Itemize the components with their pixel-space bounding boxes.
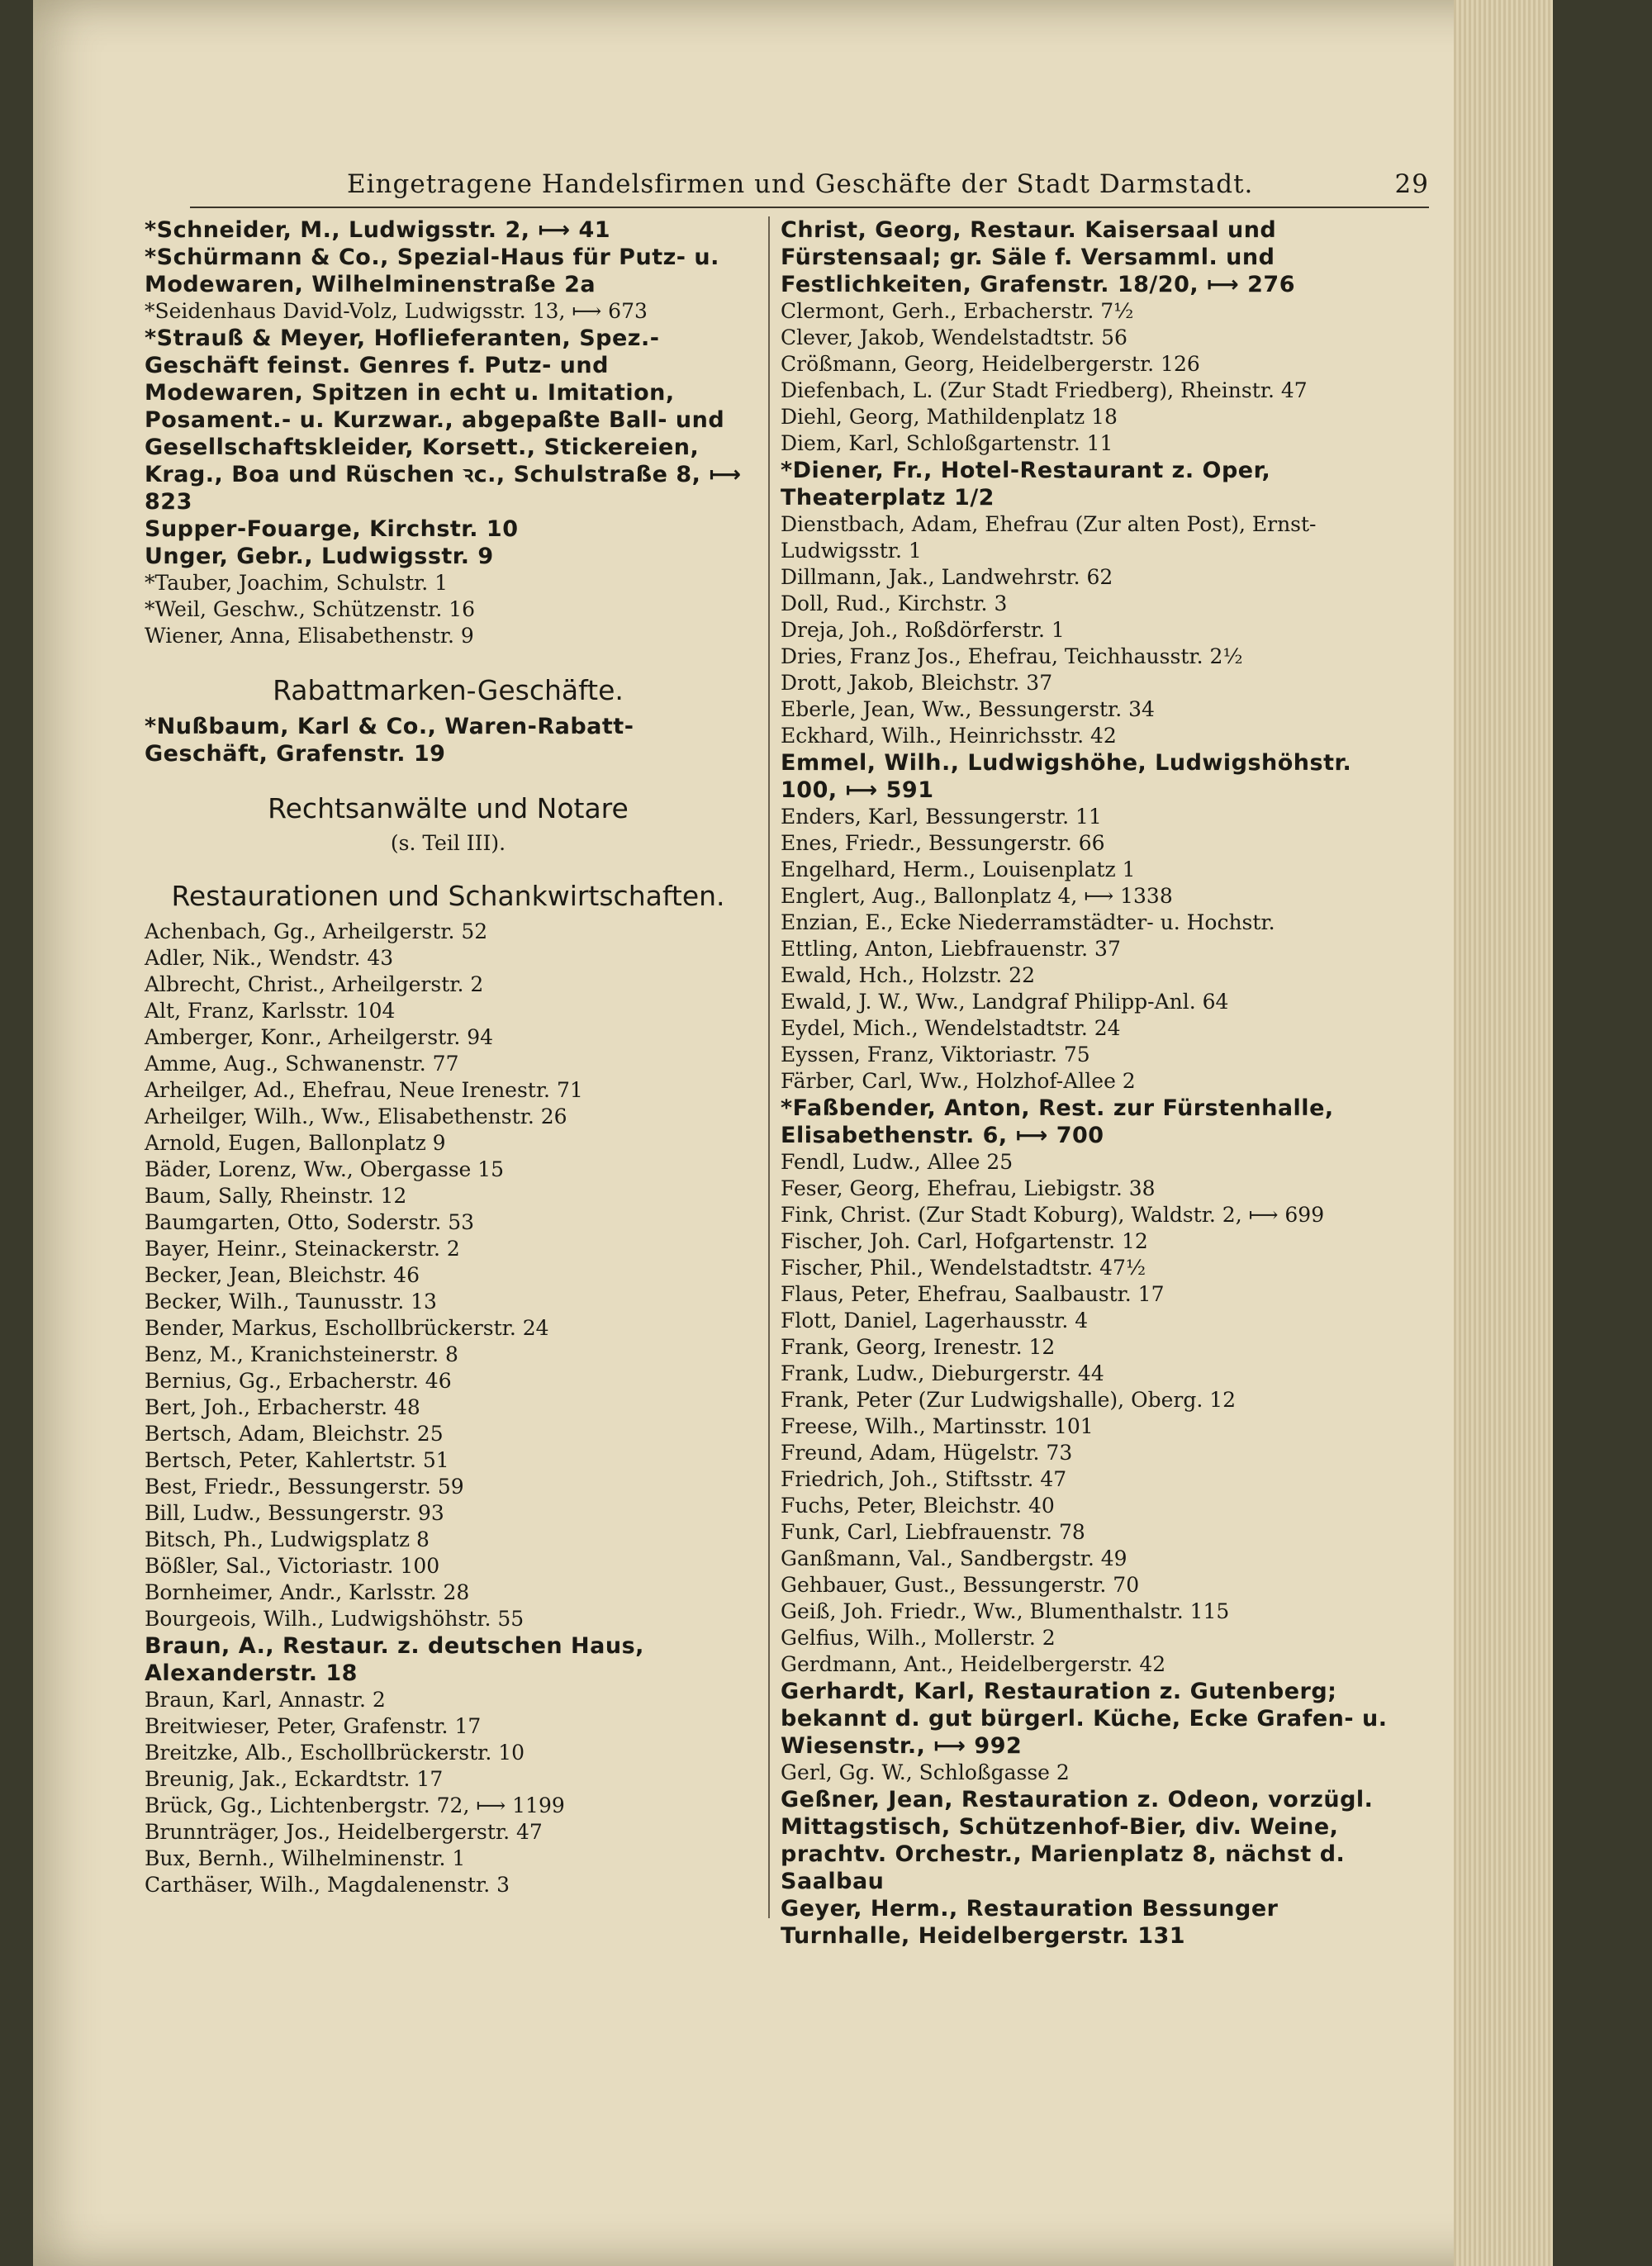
- directory-entry: Bertsch, Peter, Kahlertstr. 51: [145, 1448, 449, 1472]
- page-header: [347, 169, 1429, 202]
- directory-entry: Funk, Carl, Liebfrauenstr. 78: [781, 1520, 1085, 1544]
- directory-entry: Brunnträger, Jos., Heidelbergerstr. 47: [145, 1820, 543, 1844]
- directory-entry: *Schürmann & Co., Spezial-Haus für Putz- u. Modewaren, Wilhelminenstraße 2a: [145, 245, 719, 297]
- left-group-putz: [145, 216, 752, 649]
- directory-entry: Bernius, Gg., Erbacherstr. 46: [145, 1369, 452, 1393]
- directory-entry: Albrecht, Christ., Arheilgerstr. 2: [145, 972, 484, 996]
- header-title: Eingetragene Handelsfirmen und Geschäfte der Stadt Darmstadt.: [347, 169, 1254, 199]
- section-heading-restaurationen: Restaurationen und Schankwirtschaften.: [171, 880, 725, 912]
- directory-entry: Crößmann, Georg, Heidelbergerstr. 126: [781, 352, 1200, 376]
- directory-entry: Bill, Ludw., Bessungerstr. 93: [145, 1501, 444, 1525]
- section-note-recht: (s. Teil III).: [390, 831, 506, 855]
- directory-entry: Bößler, Sal., Victoriastr. 100: [145, 1554, 440, 1578]
- directory-entry: Alt, Franz, Karlsstr. 104: [145, 999, 396, 1023]
- directory-entry: Doll, Rud., Kirchstr. 3: [781, 591, 1008, 615]
- directory-entry: Freund, Adam, Hügelstr. 73: [781, 1441, 1073, 1465]
- directory-entry: Bitsch, Ph., Ludwigsplatz 8: [145, 1527, 430, 1551]
- directory-entry: *Seidenhaus David-Volz, Ludwigsstr. 13, ⟼ 673: [145, 299, 648, 323]
- directory-entry: Fendl, Ludw., Allee 25: [781, 1150, 1014, 1174]
- directory-entry: *Strauß & Meyer, Hoflieferanten, Spez.-Geschäft feinst. Genres f. Putz- und Modewaren, Spitzen in echt u. Imitation, Posament.- u. Kurzwar., abgepaßte Ball- und Gesellschaftskleider, Korsett., Stickereien, Krag., Boa und Rüschen ꝛc., Schulstraße 8, ⟼ 823: [145, 325, 742, 515]
- directory-entry: Enders, Karl, Bessungerstr. 11: [781, 805, 1102, 829]
- right-group-restaurationen: [781, 216, 1396, 1950]
- directory-entry: Adler, Nik., Wendstr. 43: [145, 946, 394, 970]
- directory-entry: Geiß, Joh. Friedr., Ww., Blumenthalstr. 115: [781, 1599, 1230, 1623]
- directory-entry: Amberger, Konr., Arheilgerstr. 94: [145, 1025, 494, 1049]
- directory-entry: Diem, Karl, Schloßgartenstr. 11: [781, 431, 1113, 455]
- directory-entry: Frank, Georg, Irenestr. 12: [781, 1335, 1056, 1359]
- directory-entry: Best, Friedr., Bessungerstr. 59: [145, 1475, 464, 1499]
- directory-entry: Drott, Jakob, Bleichstr. 37: [781, 671, 1053, 695]
- directory-entry: Arheilger, Wilh., Ww., Elisabethenstr. 26: [145, 1104, 567, 1128]
- directory-entry: Fink, Christ. (Zur Stadt Koburg), Waldstr. 2, ⟼ 699: [781, 1203, 1325, 1227]
- directory-entry: Achenbach, Gg., Arheilgerstr. 52: [145, 919, 488, 943]
- directory-entry: Breitwieser, Peter, Grafenstr. 17: [145, 1714, 482, 1738]
- directory-entry: Dillmann, Jak., Landwehrstr. 62: [781, 565, 1113, 589]
- directory-entry: Dienstbach, Adam, Ehefrau (Zur alten Post), Ernst-Ludwigsstr. 1: [781, 512, 1317, 563]
- directory-entry: Fischer, Joh. Carl, Hofgartenstr. 12: [781, 1229, 1148, 1253]
- directory-entry: Breitzke, Alb., Eschollbrückerstr. 10: [145, 1741, 525, 1765]
- directory-entry: *Schneider, M., Ludwigsstr. 2, ⟼ 41: [145, 217, 611, 243]
- directory-entry: *Faßbender, Anton, Rest. zur Fürstenhalle, Elisabethenstr. 6, ⟼ 700: [781, 1095, 1334, 1148]
- directory-entry: Ewald, J. W., Ww., Landgraf Philipp-Anl. 64: [781, 990, 1229, 1014]
- directory-entry: Braun, Karl, Annastr. 2: [145, 1688, 386, 1712]
- directory-entry: Ganßmann, Val., Sandbergstr. 49: [781, 1546, 1127, 1570]
- directory-entry: Eydel, Mich., Wendelstadtstr. 24: [781, 1016, 1121, 1040]
- directory-entry: Baum, Sally, Rheinstr. 12: [145, 1184, 407, 1208]
- directory-entry: Breunig, Jak., Eckardtstr. 17: [145, 1767, 444, 1791]
- directory-entry: Geyer, Herm., Restauration Bessunger Turnhalle, Heidelbergerstr. 131: [781, 1896, 1279, 1949]
- directory-entry: Englert, Aug., Ballonplatz 4, ⟼ 1338: [781, 884, 1173, 908]
- page: [33, 0, 1553, 2266]
- directory-entry: Eckhard, Wilh., Heinrichsstr. 42: [781, 724, 1117, 748]
- directory-entry: Frank, Ludw., Dieburgerstr. 44: [781, 1361, 1104, 1385]
- directory-entry: Becker, Wilh., Taunusstr. 13: [145, 1290, 437, 1314]
- directory-entry: Ewald, Hch., Holzstr. 22: [781, 963, 1035, 987]
- directory-entry: Wiener, Anna, Elisabethenstr. 9: [145, 624, 474, 648]
- directory-entry: Becker, Jean, Bleichstr. 46: [145, 1263, 420, 1287]
- directory-entry: Geßner, Jean, Restauration z. Odeon, vorzügl. Mittagstisch, Schützenhof-Bier, div. Weine, prachtv. Orchestr., Marienplatz 8, nächst d. Saalbau: [781, 1787, 1374, 1894]
- directory-entry: Christ, Georg, Restaur. Kaisersaal und Fürstensaal; gr. Säle f. Versamml. und Festlichkeiten, Grafenstr. 18/20, ⟼ 276: [781, 217, 1295, 297]
- directory-entry: Frank, Peter (Zur Ludwigshalle), Oberg. 12: [781, 1388, 1237, 1412]
- directory-entry: *Nußbaum, Karl & Co., Waren-Rabatt-Geschäft, Grafenstr. 19: [145, 714, 634, 767]
- directory-entry: Friedrich, Joh., Stiftsstr. 47: [781, 1467, 1067, 1491]
- directory-entry: Eberle, Jean, Ww., Bessungerstr. 34: [781, 697, 1155, 721]
- section-heading-recht: Rechtsanwälte und Notare: [268, 792, 629, 824]
- section-heading-rabatt: Rabattmarken-Geschäfte.: [273, 674, 624, 706]
- left-group-restaurationen: [145, 919, 752, 1898]
- directory-entry: Emmel, Wilh., Ludwigshöhe, Ludwigshöhstr. 100, ⟼ 591: [781, 750, 1352, 803]
- directory-entry: Gehbauer, Gust., Bessungerstr. 70: [781, 1573, 1140, 1597]
- directory-entry: Brück, Gg., Lichtenbergstr. 72, ⟼ 1199: [145, 1793, 565, 1817]
- directory-entry: Diefenbach, L. (Zur Stadt Friedberg), Rheinstr. 47: [781, 378, 1308, 402]
- directory-entry: Bäder, Lorenz, Ww., Obergasse 15: [145, 1157, 505, 1181]
- directory-entry: Eyssen, Franz, Viktoriastr. 75: [781, 1043, 1090, 1066]
- directory-entry: Gerhardt, Karl, Restauration z. Gutenberg; bekannt d. gut bürgerl. Küche, Ecke Grafen- u. Wiesenstr., ⟼ 992: [781, 1679, 1388, 1759]
- header-rule: [190, 207, 1429, 208]
- directory-entry: Gerdmann, Ant., Heidelbergerstr. 42: [781, 1652, 1166, 1676]
- directory-entry: Gelfius, Wilh., Mollerstr. 2: [781, 1626, 1056, 1650]
- directory-entry: Bornheimer, Andr., Karlsstr. 28: [145, 1580, 470, 1604]
- directory-entry: Flaus, Peter, Ehefrau, Saalbaustr. 17: [781, 1282, 1165, 1306]
- directory-entry: Bertsch, Adam, Bleichstr. 25: [145, 1422, 444, 1446]
- page-edge: [1454, 0, 1553, 2266]
- directory-entry: Ettling, Anton, Liebfrauenstr. 37: [781, 937, 1121, 961]
- directory-entry: Flott, Daniel, Lagerhausstr. 4: [781, 1309, 1089, 1333]
- directory-entry: Fuchs, Peter, Bleichstr. 40: [781, 1494, 1055, 1518]
- directory-entry: Arnold, Eugen, Ballonplatz 9: [145, 1131, 446, 1155]
- directory-entry: Enes, Friedr., Bessungerstr. 66: [781, 831, 1105, 855]
- directory-entry: Gerl, Gg. W., Schloßgasse 2: [781, 1760, 1070, 1784]
- directory-entry: Färber, Carl, Ww., Holzhof-Allee 2: [781, 1069, 1136, 1093]
- directory-entry: Diehl, Georg, Mathildenplatz 18: [781, 405, 1118, 429]
- directory-entry: Engelhard, Herm., Louisenplatz 1: [781, 857, 1136, 881]
- directory-entry: *Weil, Geschw., Schützenstr. 16: [145, 597, 476, 621]
- directory-entry: Carthäser, Wilh., Magdalenenstr. 3: [145, 1873, 510, 1897]
- directory-entry: Braun, A., Restaur. z. deutschen Haus, Alexanderstr. 18: [145, 1633, 644, 1686]
- left-group-rabatt: [145, 713, 752, 767]
- directory-entry: Amme, Aug., Schwanenstr. 77: [145, 1052, 459, 1076]
- directory-entry: *Tauber, Joachim, Schulstr. 1: [145, 571, 449, 595]
- directory-entry: Fischer, Phil., Wendelstadtstr. 47½: [781, 1256, 1146, 1280]
- directory-entry: Unger, Gebr., Ludwigsstr. 9: [145, 544, 494, 569]
- directory-entry: Bert, Joh., Erbacherstr. 48: [145, 1395, 420, 1419]
- column-divider: [768, 216, 770, 1918]
- directory-entry: Baumgarten, Otto, Soderstr. 53: [145, 1210, 475, 1234]
- directory-entry: Bux, Bernh., Wilhelminenstr. 1: [145, 1846, 466, 1870]
- directory-entry: Dries, Franz Jos., Ehefrau, Teichhausstr. 2½: [781, 644, 1243, 668]
- directory-entry: Enzian, E., Ecke Niederramstädter- u. Hochstr.: [781, 910, 1275, 934]
- left-column: [145, 216, 752, 1898]
- directory-entry: Supper-Fouarge, Kirchstr. 10: [145, 516, 519, 542]
- directory-entry: Bender, Markus, Eschollbrückerstr. 24: [145, 1316, 549, 1340]
- directory-entry: Freese, Wilh., Martinsstr. 101: [781, 1414, 1094, 1438]
- directory-entry: Dreja, Joh., Roßdörferstr. 1: [781, 618, 1065, 642]
- page-number: 29: [1394, 169, 1429, 199]
- directory-entry: *Diener, Fr., Hotel-Restaurant z. Oper, Theaterplatz 1/2: [781, 458, 1271, 511]
- directory-entry: Feser, Georg, Ehefrau, Liebigstr. 38: [781, 1176, 1156, 1200]
- directory-entry: Bayer, Heinr., Steinackerstr. 2: [145, 1237, 460, 1261]
- directory-entry: Arheilger, Ad., Ehefrau, Neue Irenestr. 71: [145, 1078, 583, 1102]
- directory-entry: Benz, M., Kranichsteinerstr. 8: [145, 1342, 458, 1366]
- directory-entry: Bourgeois, Wilh., Ludwigshöhstr. 55: [145, 1607, 525, 1631]
- directory-entry: Clermont, Gerh., Erbacherstr. 7½: [781, 299, 1134, 323]
- right-column: [781, 216, 1396, 1950]
- directory-entry: Clever, Jakob, Wendelstadtstr. 56: [781, 325, 1127, 349]
